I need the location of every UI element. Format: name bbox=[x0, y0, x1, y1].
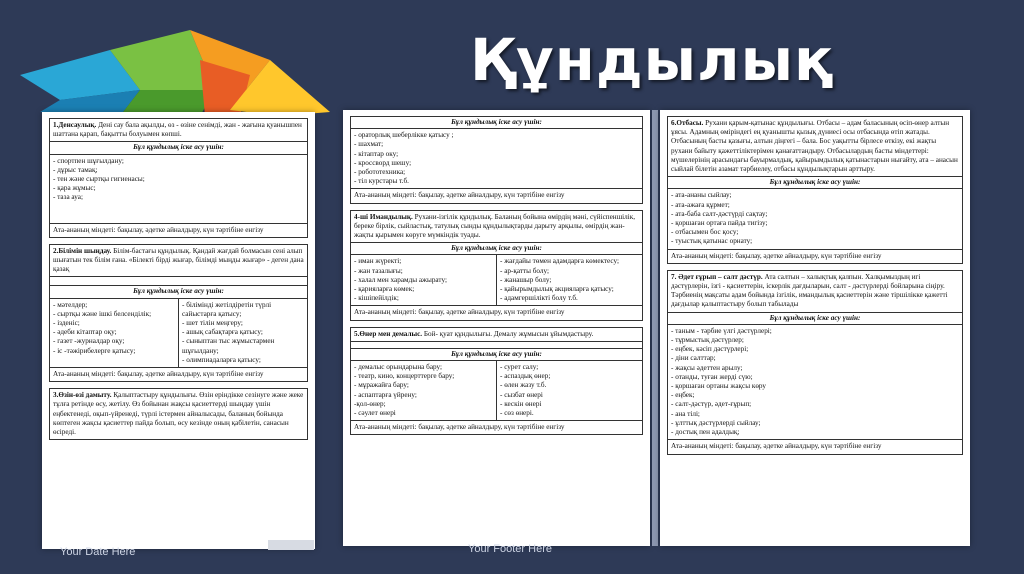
list-item: - таным - тәрбие үлгі дәстүрлері; bbox=[671, 326, 772, 335]
parent-duty: Ата-ананың міндеті: бақылау, әдетке айналдыру, күн тәртібіне енгізу bbox=[668, 249, 962, 263]
page-divider bbox=[652, 110, 658, 546]
page-title: Құндылық bbox=[470, 26, 835, 94]
list-item: - отанды, туған жерді сүю; bbox=[671, 372, 753, 381]
section-text: Ата салтын – халықтық қалпын. Халқымыздың игі дәстүрлерін, ізгі - қасиеттерін, іскерлік дағдыларын, салт - дәстүрлерді бойларына сіңіру. Тәрбиенің мақсаты адам бойында ізгілік, имандылық қасиеттерін және тіршілікке қажетті дағдылар қалыптастыру болып табылады bbox=[671, 272, 948, 309]
thumbnail-strip bbox=[268, 540, 314, 550]
section-heading: 1.Денсаулық. bbox=[53, 121, 97, 129]
section-health bbox=[49, 118, 308, 238]
section-hobbies bbox=[350, 116, 643, 204]
section-text: Рухани-ізгілік құндылық. Баланың бойына өмірдің мәні, сүйіспеншілік, береке бірлік, сыйластық, татулық сынды құндылықтарды дарыту арқылы, өмірдің жан-жақты қырымен көруге мүмкіндік туады. bbox=[354, 212, 636, 240]
list-item: - қарияларға көмек; bbox=[354, 285, 415, 294]
section-heading: 2.Білімін шыңдау. bbox=[53, 246, 112, 255]
list-item: - кроссворд шешу; bbox=[354, 158, 412, 167]
section-traditions bbox=[667, 270, 963, 455]
section-heading: 3.Өзін-өзі дамыту. bbox=[53, 391, 112, 400]
document-page-2 bbox=[343, 110, 650, 546]
document-page-3 bbox=[660, 110, 970, 546]
section-subheader: Бұл құндылық іске асу үшін: bbox=[668, 313, 962, 325]
list-item: - сыныптан тыс жұмыстармен шұғылдану; bbox=[182, 337, 275, 355]
section-text: Білім-бастағы құндылық. Қандай жағдай болмасын сені алып шығатын тек білім ғана. «Білекті бірді жығар, білімді мыңды жығар» - деген дана қазақ bbox=[53, 246, 304, 274]
list-item: - шахмат; bbox=[354, 140, 384, 149]
list-item: - қайырымдылық акцияларға қатысу; bbox=[500, 285, 614, 294]
section-text: Рухани қарым-қатынас құндылығы. Отбасы – адам баласының өсіп-өнер алтын ұясы. Адамның өміріндегі ең қуанышты қызық дүниесі осы отбасында өтіп жатады. Отбасының басты қазығы, алтын діңгегі – бала. Бос уақытты бірлесе өткізу, екі жақты рухани байыту қажеттіліктерімен қанағаттандыру. Отбасылардың басты міндеттері: мүшелерінің арасындағы бауырмалдық, қайырымдылық қатынастарын нығайту, ата – анасын сыйлай білетін азамат тәрбиелеу, отбасы құндылықтарын арттыру. bbox=[671, 119, 958, 174]
list-item: - мәтелдер; bbox=[53, 300, 88, 309]
section-intro bbox=[668, 117, 962, 177]
list-item: - еңбек; bbox=[671, 391, 695, 400]
section-heading: 6.Отбасы. bbox=[671, 119, 704, 127]
list-item: - ата-баба салт-дәстүрді сақтау; bbox=[671, 209, 768, 218]
section-intro bbox=[351, 328, 642, 342]
section-subheader: Бұл құндылық іске асу үшін: bbox=[50, 285, 307, 298]
list-item: - олимпиадаларға қатысу; bbox=[182, 355, 261, 364]
value-list bbox=[668, 325, 962, 439]
list-item: - ата-ананы сыйлау; bbox=[671, 191, 732, 200]
section-intro bbox=[50, 119, 307, 142]
list-item: - қоршаған ортаны жақсы көру bbox=[671, 382, 767, 391]
parent-duty: Ата-ананың міндеті: бақылау, әдетке айналдыру, күн тәртібіне енгізу bbox=[351, 305, 642, 319]
list-item: - өлен жазу т.б. bbox=[500, 381, 547, 390]
list-item: - робототехника; bbox=[354, 168, 406, 177]
list-item: - кітаптар оку; bbox=[354, 149, 399, 158]
list-item: - жанашыр болу; bbox=[500, 275, 552, 284]
list-item: - ашық сабақтарға қатысу; bbox=[182, 328, 263, 337]
value-list-right bbox=[496, 255, 642, 305]
list-item: - білімінді жетілдіретін түрлі сайыстарға қатысу; bbox=[182, 300, 272, 318]
section-intro bbox=[50, 389, 307, 439]
list-item: - ұлттық дәстүрлерді сыйлау; bbox=[671, 418, 761, 427]
list-item: - діни салттар; bbox=[671, 354, 716, 363]
value-list bbox=[50, 155, 307, 205]
list-item: - ана тілі; bbox=[671, 409, 700, 418]
list-item: - сөз өнері. bbox=[500, 409, 534, 418]
list-item: - жан тазалығы; bbox=[354, 266, 403, 275]
list-item: - жағдайы төмен адамдарға көмектесу; bbox=[500, 257, 620, 266]
parent-duty: Ата-ананың міндеті: бақылау, әдетке айналдыру, күн тәртібіне енгізу bbox=[50, 367, 307, 381]
list-item: - демалыс орындарына бару; bbox=[354, 363, 443, 372]
list-item: - туыстық қатынас орнату; bbox=[671, 237, 753, 246]
section-subheader: Бұл құндылық іске асу үшін: bbox=[351, 348, 642, 361]
section-faith bbox=[350, 210, 643, 321]
list-item: - дұрыс тамақ; bbox=[53, 165, 98, 174]
value-list-left bbox=[351, 361, 496, 420]
parent-duty: Ата-ананың міндеті: бақылау, әдетке айналдыру, күн тәртібіне енгізу bbox=[50, 223, 307, 237]
list-item: - тіл курстары т.б. bbox=[354, 177, 409, 186]
list-item: - қоршаған ортаға пайда тигізу; bbox=[671, 219, 768, 228]
section-subheader: Бұл құндылық іске асу үшін: bbox=[50, 142, 307, 154]
list-item: - отбасымен бос қосу; bbox=[671, 228, 739, 237]
footer-text: Your Footer Here bbox=[468, 543, 552, 555]
list-item: - ата-ажаға құрмет; bbox=[671, 200, 730, 209]
section-heading: 7. Әдет ғұрып – салт дәстүр. bbox=[671, 272, 763, 281]
list-item: - сәулет өнері bbox=[354, 409, 396, 418]
section-self-development bbox=[49, 388, 308, 440]
list-item: - адамгершілікті болу т.б. bbox=[500, 294, 578, 303]
list-item: - спортпен шұғылдану; bbox=[53, 156, 124, 165]
section-intro bbox=[50, 245, 307, 278]
list-item: - салт-дәстүр, әдет-ғұрып; bbox=[671, 400, 752, 409]
section-art-leisure bbox=[350, 327, 643, 436]
section-subheader: Бұл құндылық іске асу үшін: bbox=[351, 117, 642, 129]
list-item: - еңбек, кәсіп дәстүрлері; bbox=[671, 345, 749, 354]
list-item: - халал мен харамды ажырату; bbox=[354, 275, 447, 284]
list-item: - тен және сыртқы гигиенасы; bbox=[53, 175, 145, 184]
value-list-right bbox=[496, 361, 642, 420]
list-item: - кескін өнері bbox=[500, 399, 542, 408]
list-item: - таза ауа; bbox=[53, 193, 83, 202]
section-text: Қалыптастыру құндылығы. Өзін еріндікке сезінуге және жеке тұлға ретінде өсу, жетілу. Өз бойынан жақсы қасиеттерді шыңдау үшін еңбектенеді, оқып-үйренеді, түрлі істермен айналысады, баланың бойында көптеген жақсы қасиеттер пайда болып, өсу кезінде оның қабілетін, санасын өсіреді. bbox=[53, 391, 304, 437]
value-list-left bbox=[351, 255, 496, 305]
list-item: - ар-қатты болу; bbox=[500, 266, 550, 275]
list-item: - іс -тәжірибелерге қатысу; bbox=[53, 346, 136, 355]
section-intro bbox=[351, 211, 642, 244]
value-list bbox=[668, 189, 962, 248]
list-item: - иман жүректі; bbox=[354, 257, 402, 266]
list-item: - шет тілін меңгеру; bbox=[182, 319, 243, 328]
section-family bbox=[667, 116, 963, 264]
value-list bbox=[351, 129, 642, 188]
parent-duty: Ата-ананың міндеті: бақылау, әдетке айналдыру, күн тәртібіне енгізу bbox=[668, 439, 962, 453]
section-heading: 5.Өнер мен демалыс. bbox=[354, 329, 423, 338]
list-item: - аспаптарға үйрену; bbox=[354, 390, 417, 399]
origami-bird-logo bbox=[0, 20, 340, 120]
section-heading: 4-ші Имандылық. bbox=[354, 212, 413, 221]
parent-duty: Ата-ананың міндеті: бақылау, әдетке айналдыру, күн тәртібіне енгізу bbox=[351, 188, 642, 202]
list-item: - театр, кино, концерттерге бару; bbox=[354, 372, 455, 381]
list-item: - жақсы әдеттен арылу; bbox=[671, 363, 743, 372]
list-item: - сыртқы және ішкі белсенділік; bbox=[53, 309, 152, 318]
section-subheader: Бұл құндылық іске асу үшін: bbox=[668, 177, 962, 189]
list-item: - ораторлық шеберлікке қатысу ; bbox=[354, 131, 454, 140]
list-item: - сызбат өнері bbox=[500, 390, 543, 399]
list-item: - газет -журналдар оқу; bbox=[53, 337, 125, 346]
list-item: - мұражайға бару; bbox=[354, 381, 409, 390]
section-knowledge bbox=[49, 244, 308, 382]
list-item: - әдеби кітаптар оқу; bbox=[53, 328, 117, 337]
section-intro bbox=[668, 271, 962, 313]
list-item: - сурет салу; bbox=[500, 363, 539, 372]
section-text: Бой- қуат құндылығы. Демалу жұмысын ұйымдастыру. bbox=[423, 329, 594, 338]
list-item: - ізденіс; bbox=[53, 319, 80, 328]
list-item: - қара жұмыс; bbox=[53, 184, 96, 193]
list-item: - кішіпейілдік; bbox=[354, 294, 399, 303]
footer-date: Your Date Here bbox=[60, 546, 136, 558]
list-item: - достық пен адалдық; bbox=[671, 428, 740, 437]
value-list-left bbox=[50, 299, 178, 367]
document-page-1 bbox=[42, 112, 315, 549]
section-subheader: Бұл құндылық іске асу үшін: bbox=[351, 243, 642, 255]
value-list-right bbox=[178, 299, 307, 367]
list-item: - тұрмыстық дәстүрлер; bbox=[671, 336, 744, 345]
list-item: -қол-өнер; bbox=[354, 399, 386, 408]
parent-duty: Ата-ананың міндеті: бақылау, әдетке айналдыру, күн тәртібіне енгізу bbox=[351, 420, 642, 434]
list-item: - аспаздық өнер; bbox=[500, 372, 551, 381]
section-text: Дені сау бала ақылды, өз - өзіне сенімді, жан - жағына қуанышпен шаттана қарап, бақытты болуымен көпші. bbox=[53, 121, 302, 139]
